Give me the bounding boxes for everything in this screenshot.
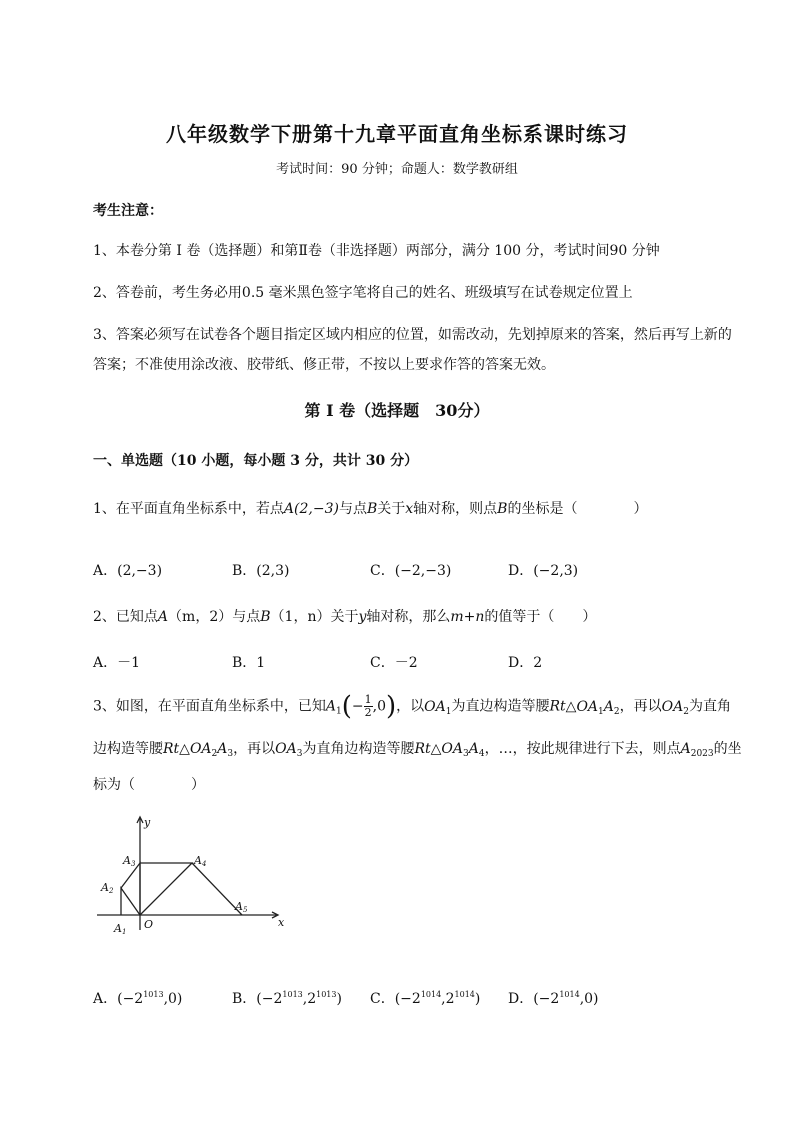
page-title: 八年级数学下册第十九章平面直角坐标系课时练习 (166, 122, 628, 146)
notice-heading: 考生注意： (93, 203, 163, 219)
coordinate-figure (92, 812, 292, 937)
label-a1: A1 (114, 922, 127, 936)
q1-option-b[interactable]: B．(2,3) (232, 563, 290, 579)
axis-x-label: x (278, 916, 285, 929)
q3-option-c[interactable]: C．$(-2^{1014},2^{1014})$ (370, 990, 481, 1007)
question-3-line-3: 标为（ ） (93, 777, 205, 793)
q1-option-d[interactable]: D．(−2,3) (508, 563, 579, 579)
notice-item-3: 3、答案必须写在试卷各个题目指定区域内相应的位置，如需改动，先划掉原来的答案，然后再写上新的答案；不准使用涂改液、胶带纸、修正带，不按以上要求作答的答案无效。 (93, 327, 732, 373)
label-a2: A2 (101, 881, 114, 895)
fraction: $\frac{1}{2}$ (364, 693, 372, 719)
q3-option-b[interactable]: B．$(-2^{1013},2^{1013})$ (232, 990, 342, 1007)
label-a4: A4 (194, 854, 207, 868)
q3-option-d[interactable]: D．$(-2^{1014},0)$ (508, 990, 599, 1007)
notice-item-1: 1、本卷分第 I 卷（选择题）和第Ⅱ卷（非选择题）两部分，满分 100 分，考试时间90 分钟 (93, 243, 660, 259)
q2-option-a[interactable]: A．－1 (93, 655, 141, 671)
question-2: 2、已知点A（m，2）与点B（1，n）关于y轴对称，那么m+n的值等于（ ） (93, 609, 597, 625)
point-a: A(2,−3) (283, 501, 339, 517)
q2-option-d[interactable]: D．2 (508, 655, 543, 671)
section-title: 第 I 卷（选择题 30分） (304, 401, 490, 420)
q3-option-a[interactable]: A．$(-2^{1013},0)$ (93, 990, 183, 1007)
axis-y-label: y (144, 816, 151, 829)
origin-label: O (144, 918, 154, 931)
label-a3: A3 (123, 854, 136, 868)
label-a5: A5 (235, 900, 248, 914)
q1-option-a[interactable]: A．(2,−3) (93, 563, 163, 579)
page-subtitle: 考试时间：90 分钟；命题人：数学教研组 (276, 162, 518, 177)
q2-option-b[interactable]: B．1 (232, 655, 266, 671)
part-heading: 一、单选题（10 小题，每小题 3 分，共计 30 分） (93, 453, 419, 469)
notice-item-2: 2、答卷前，考生务必用0.5 毫米黑色签字笔将自己的姓名、班级填写在试卷规定位置上 (93, 285, 633, 301)
question-1: 1、在平面直角坐标系中，若点A(2,−3)与点B关于x轴对称，则点B的坐标是（ ） (93, 501, 648, 517)
q1-option-c[interactable]: C．(−2,−3) (370, 563, 452, 579)
question-3-line-1: 3、如图，在平面直角坐标系中，已知$A_1(-$ $\frac{1}{2}$ ,0)，以$OA_1$为直边构造等腰$Rt\triangle OA_1A_2$，再以$OA_2$为直角 (93, 691, 731, 722)
q2-option-c[interactable]: C．－2 (370, 655, 418, 671)
question-3-line-2: 边构造等腰$Rt\triangle OA_2A_3$，再以$OA_3$为直角边构造等腰$Rt\triangle OA_3A_4$，…，按此规律进行下去，则点$A_{2023}$的坐 (93, 741, 742, 759)
